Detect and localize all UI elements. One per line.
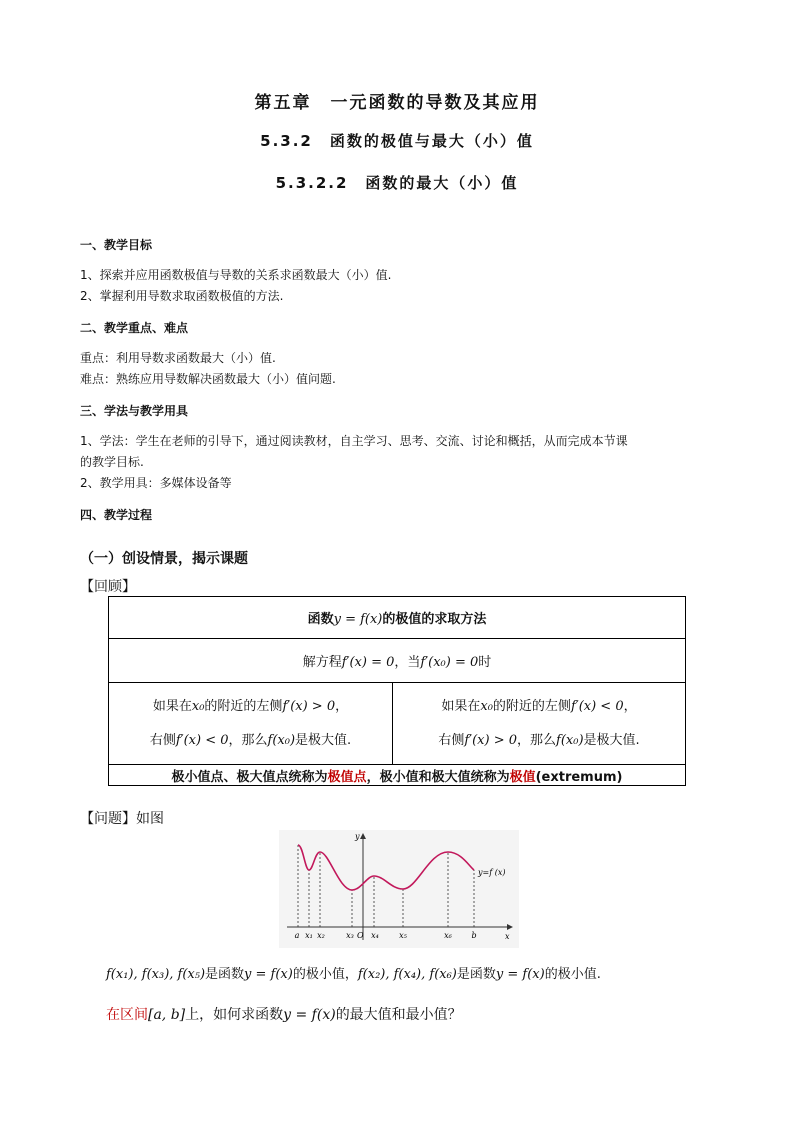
question-label: 【问题】如图 (80, 811, 164, 827)
function-graph (279, 830, 519, 948)
review-label: 【回顾】 (80, 579, 136, 595)
table-row (109, 597, 686, 639)
cell-math: x₀ (191, 698, 205, 714)
cell-math: f′(x) > 0 (282, 698, 336, 714)
inline-text: 的最大值和最小值？ (335, 1007, 462, 1023)
inline-math: y = f(x) (495, 967, 545, 982)
inline-math: y = f(x) (283, 1007, 336, 1023)
inline-text: 上，如何求函数 (185, 1007, 284, 1023)
inline-text: 是函数 (205, 967, 245, 982)
cell-text: 的附近的左侧 (492, 698, 571, 714)
cell-math: y = f(x) (333, 612, 383, 627)
cell-text: ，那么 (228, 732, 268, 748)
curve-label: y=f (x) (478, 868, 506, 877)
tick-x4: x₄ (371, 931, 379, 940)
objective-item-1: 1、探索并应用函数极值与导数的关系求函数最大（小）值. (80, 268, 392, 282)
chapter-title: 第五章 一元函数的导数及其应用 (254, 93, 540, 113)
inline-math: f(x₁), f(x₃), f(x₅) (106, 967, 206, 982)
objective-item-2: 2、掌握利用导数求取函数极值的方法. (80, 289, 284, 303)
inline-text: 的极小值， (292, 967, 358, 982)
cell-text: 极小值点、极大值点统称为 (171, 769, 328, 785)
table-cell (109, 639, 686, 683)
methods-heading: 三、学法与教学用具 (80, 404, 189, 418)
cell-math: f(x₀) (267, 732, 296, 748)
cell-math: f′(x₀) = 0 (420, 655, 479, 670)
table-cell-left (109, 683, 393, 765)
inline-math: y = f(x) (244, 967, 293, 982)
process-heading: 四、教学过程 (80, 508, 153, 522)
objectives-heading: 一、教学目标 (80, 238, 153, 252)
methods-item1-line1: 1、学法：学生在老师的引导下，通过阅读教材，自主学习、思考、交流、讨论和概括，从而完成本节课 (80, 434, 628, 448)
cell-text: ， (335, 698, 349, 714)
cell-math: f′(x) < 0 (175, 732, 229, 748)
cell-text: 如果在 (441, 698, 481, 714)
cell-text: 是极大值. (295, 732, 352, 748)
x-axis-label: x (505, 932, 510, 941)
subsection-title: 5.3.2.2 函数的最大（小）值 (275, 174, 519, 192)
cell-text: 如果在 (152, 698, 192, 714)
keypoints-heading: 二、教学重点、难点 (80, 321, 189, 335)
table-footer-cell (109, 765, 686, 786)
methods-item1-line2: 的教学目标. (80, 455, 144, 469)
cell-text: 时 (478, 655, 492, 670)
cell-line (393, 690, 685, 724)
cell-math: f′(x) > 0 (464, 732, 518, 748)
methods-item2: 2、教学用具：多媒体设备等 (80, 476, 232, 490)
cell-text: 右侧 (149, 732, 176, 748)
table-row (109, 765, 686, 786)
focus-text: 重点：利用导数求函数最大（小）值. (80, 351, 276, 365)
tick-x2: x₂ (317, 931, 325, 940)
cell-text: 的附近的左侧 (204, 698, 283, 714)
tick-x5: x₅ (399, 931, 407, 940)
inline-math: [a, b] (148, 1007, 186, 1023)
table-row (109, 683, 686, 765)
cell-line (109, 690, 392, 724)
cell-math: f′(x) < 0 (570, 698, 624, 714)
highlight-text: 极值 (509, 769, 536, 785)
highlight-text: 在区间 (106, 1007, 148, 1023)
cell-text: 的极值的求取方法 (382, 612, 487, 627)
table-cell-right (393, 683, 686, 765)
section-title: 5.3.2 函数的极值与最大（小）值 (260, 132, 534, 150)
inline-text: 的极小值. (544, 967, 601, 982)
y-axis-label: y (355, 832, 360, 841)
cell-text: 解方程 (302, 655, 342, 670)
cell-line (393, 724, 685, 758)
review-table (108, 596, 686, 786)
origin-label: O (357, 931, 364, 940)
cell-text: ， (623, 698, 637, 714)
process-step1: （一）创设情景，揭示课题 (80, 551, 248, 567)
cell-text: (extremum) (535, 769, 623, 785)
cell-line (109, 724, 392, 758)
cell-text: 是极大值. (583, 732, 640, 748)
highlight-text: 极值点 (327, 769, 367, 785)
cell-text: 函数 (307, 612, 334, 627)
inline-text: 是函数 (456, 967, 496, 982)
tick-x3: x₃ (346, 931, 354, 940)
inline-math: f(x₂), f(x₄), f(x₆) (357, 967, 457, 982)
question-sentence-1 (106, 963, 601, 982)
question-sentence-2 (106, 1004, 462, 1024)
cell-math: f′(x) = 0 (341, 655, 395, 670)
cell-math: f(x₀) (556, 732, 584, 748)
tick-x6: x₆ (444, 931, 452, 940)
tick-b: b (471, 931, 477, 940)
cell-text: ，当 (394, 655, 421, 670)
cell-text: ，极小值和极大值统称为 (366, 769, 510, 785)
cell-math: x₀ (480, 698, 493, 714)
tick-x1: x₁ (305, 931, 313, 940)
tick-a: a (294, 931, 300, 940)
table-header-cell (109, 597, 686, 639)
table-row (109, 639, 686, 683)
cell-text: ，那么 (517, 732, 557, 748)
difficulty-text: 难点：熟练应用导数解决函数最大（小）值问题. (80, 372, 336, 386)
cell-text: 右侧 (438, 732, 465, 748)
